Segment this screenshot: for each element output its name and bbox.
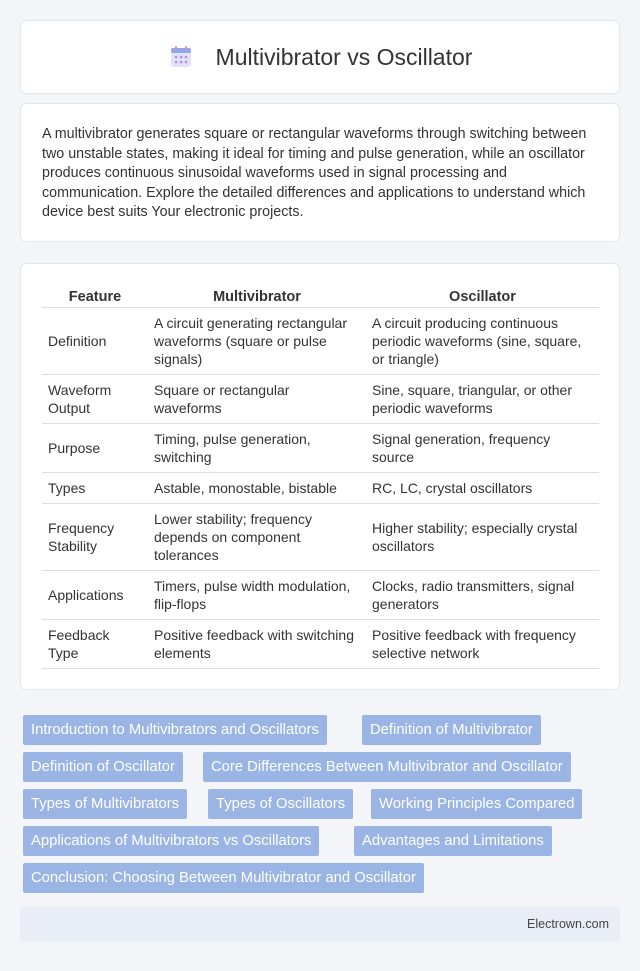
- cell-multivibrator: Positive feedback with switching elements: [148, 620, 366, 669]
- cell-oscillator: Positive feedback with frequency selective network: [366, 620, 599, 669]
- tag-link[interactable]: Definition of Multivibrator: [362, 715, 541, 745]
- tag-link[interactable]: Introduction to Multivibrators and Oscillators: [23, 715, 327, 745]
- cell-multivibrator: A circuit generating rectangular waveforms (square or pulse signals): [148, 308, 366, 375]
- cell-multivibrator: Timing, pulse generation, switching: [148, 424, 366, 473]
- footer: [20, 907, 620, 942]
- table-row: [42, 424, 599, 473]
- cell-feature: Types: [42, 473, 148, 504]
- table-row: [42, 571, 599, 620]
- calendar-grid-icon: [168, 44, 194, 70]
- footer-site[interactable]: Electrown.com: [527, 917, 609, 931]
- intro-text: A multivibrator generates square or rectangular waveforms through switching between two unstable states, making it ideal for timing and pulse generation, while an oscillator produces continuous sinusoidal waveforms used in signal processing and communication. Explore the detailed differences and applications to understand which device best suits Your electronic projects.: [42, 126, 587, 221]
- header-multivibrator: Multivibrator: [148, 286, 366, 308]
- table-row: [42, 375, 599, 424]
- tag-link[interactable]: Advantages and Limitations: [354, 826, 552, 856]
- tag-link[interactable]: Applications of Multivibrators vs Oscillators: [23, 826, 319, 856]
- cell-oscillator: Clocks, radio transmitters, signal generators: [366, 571, 599, 620]
- table-row: [42, 620, 599, 669]
- cell-feature: Feedback Type: [42, 620, 148, 669]
- cell-multivibrator: Astable, monostable, bistable: [148, 473, 366, 504]
- tag-link[interactable]: Types of Multivibrators: [23, 789, 187, 819]
- cell-oscillator: A circuit producing continuous periodic waveforms (sine, square, or triangle): [366, 308, 599, 375]
- cell-oscillator: Signal generation, frequency source: [366, 424, 599, 473]
- comparison-table: [42, 286, 599, 669]
- tag-link[interactable]: Definition of Oscillator: [23, 752, 183, 782]
- cell-feature: Applications: [42, 571, 148, 620]
- table-header-row: [42, 286, 599, 308]
- cell-oscillator: RC, LC, crystal oscillators: [366, 473, 599, 504]
- header-oscillator: Oscillator: [366, 286, 599, 308]
- cell-feature: Waveform Output: [42, 375, 148, 424]
- tag-link[interactable]: Types of Oscillators: [208, 789, 353, 819]
- cell-feature: Frequency Stability: [42, 504, 148, 571]
- cell-multivibrator: Timers, pulse width modulation, flip-flops: [148, 571, 366, 620]
- cell-multivibrator: Lower stability; frequency depends on component tolerances: [148, 504, 366, 571]
- table-row: [42, 308, 599, 375]
- tag-link[interactable]: Working Principles Compared: [371, 789, 582, 819]
- tag-link[interactable]: Conclusion: Choosing Between Multivibrator and Oscillator: [23, 863, 424, 893]
- header-feature: Feature: [42, 286, 148, 308]
- table-row: [42, 473, 599, 504]
- cell-multivibrator: Square or rectangular waveforms: [148, 375, 366, 424]
- page-title: Multivibrator vs Oscillator: [215, 43, 473, 70]
- table-row: [42, 504, 599, 571]
- tag-link[interactable]: Core Differences Between Multivibrator and Oscillator: [203, 752, 571, 782]
- intro-card: [20, 103, 620, 242]
- cell-oscillator: Higher stability; especially crystal oscillators: [366, 504, 599, 571]
- cell-feature: Definition: [42, 308, 148, 375]
- cell-oscillator: Sine, square, triangular, or other periodic waveforms: [366, 375, 599, 424]
- comparison-table-card: [20, 263, 620, 690]
- header-card: [20, 20, 620, 94]
- cell-feature: Purpose: [42, 424, 148, 473]
